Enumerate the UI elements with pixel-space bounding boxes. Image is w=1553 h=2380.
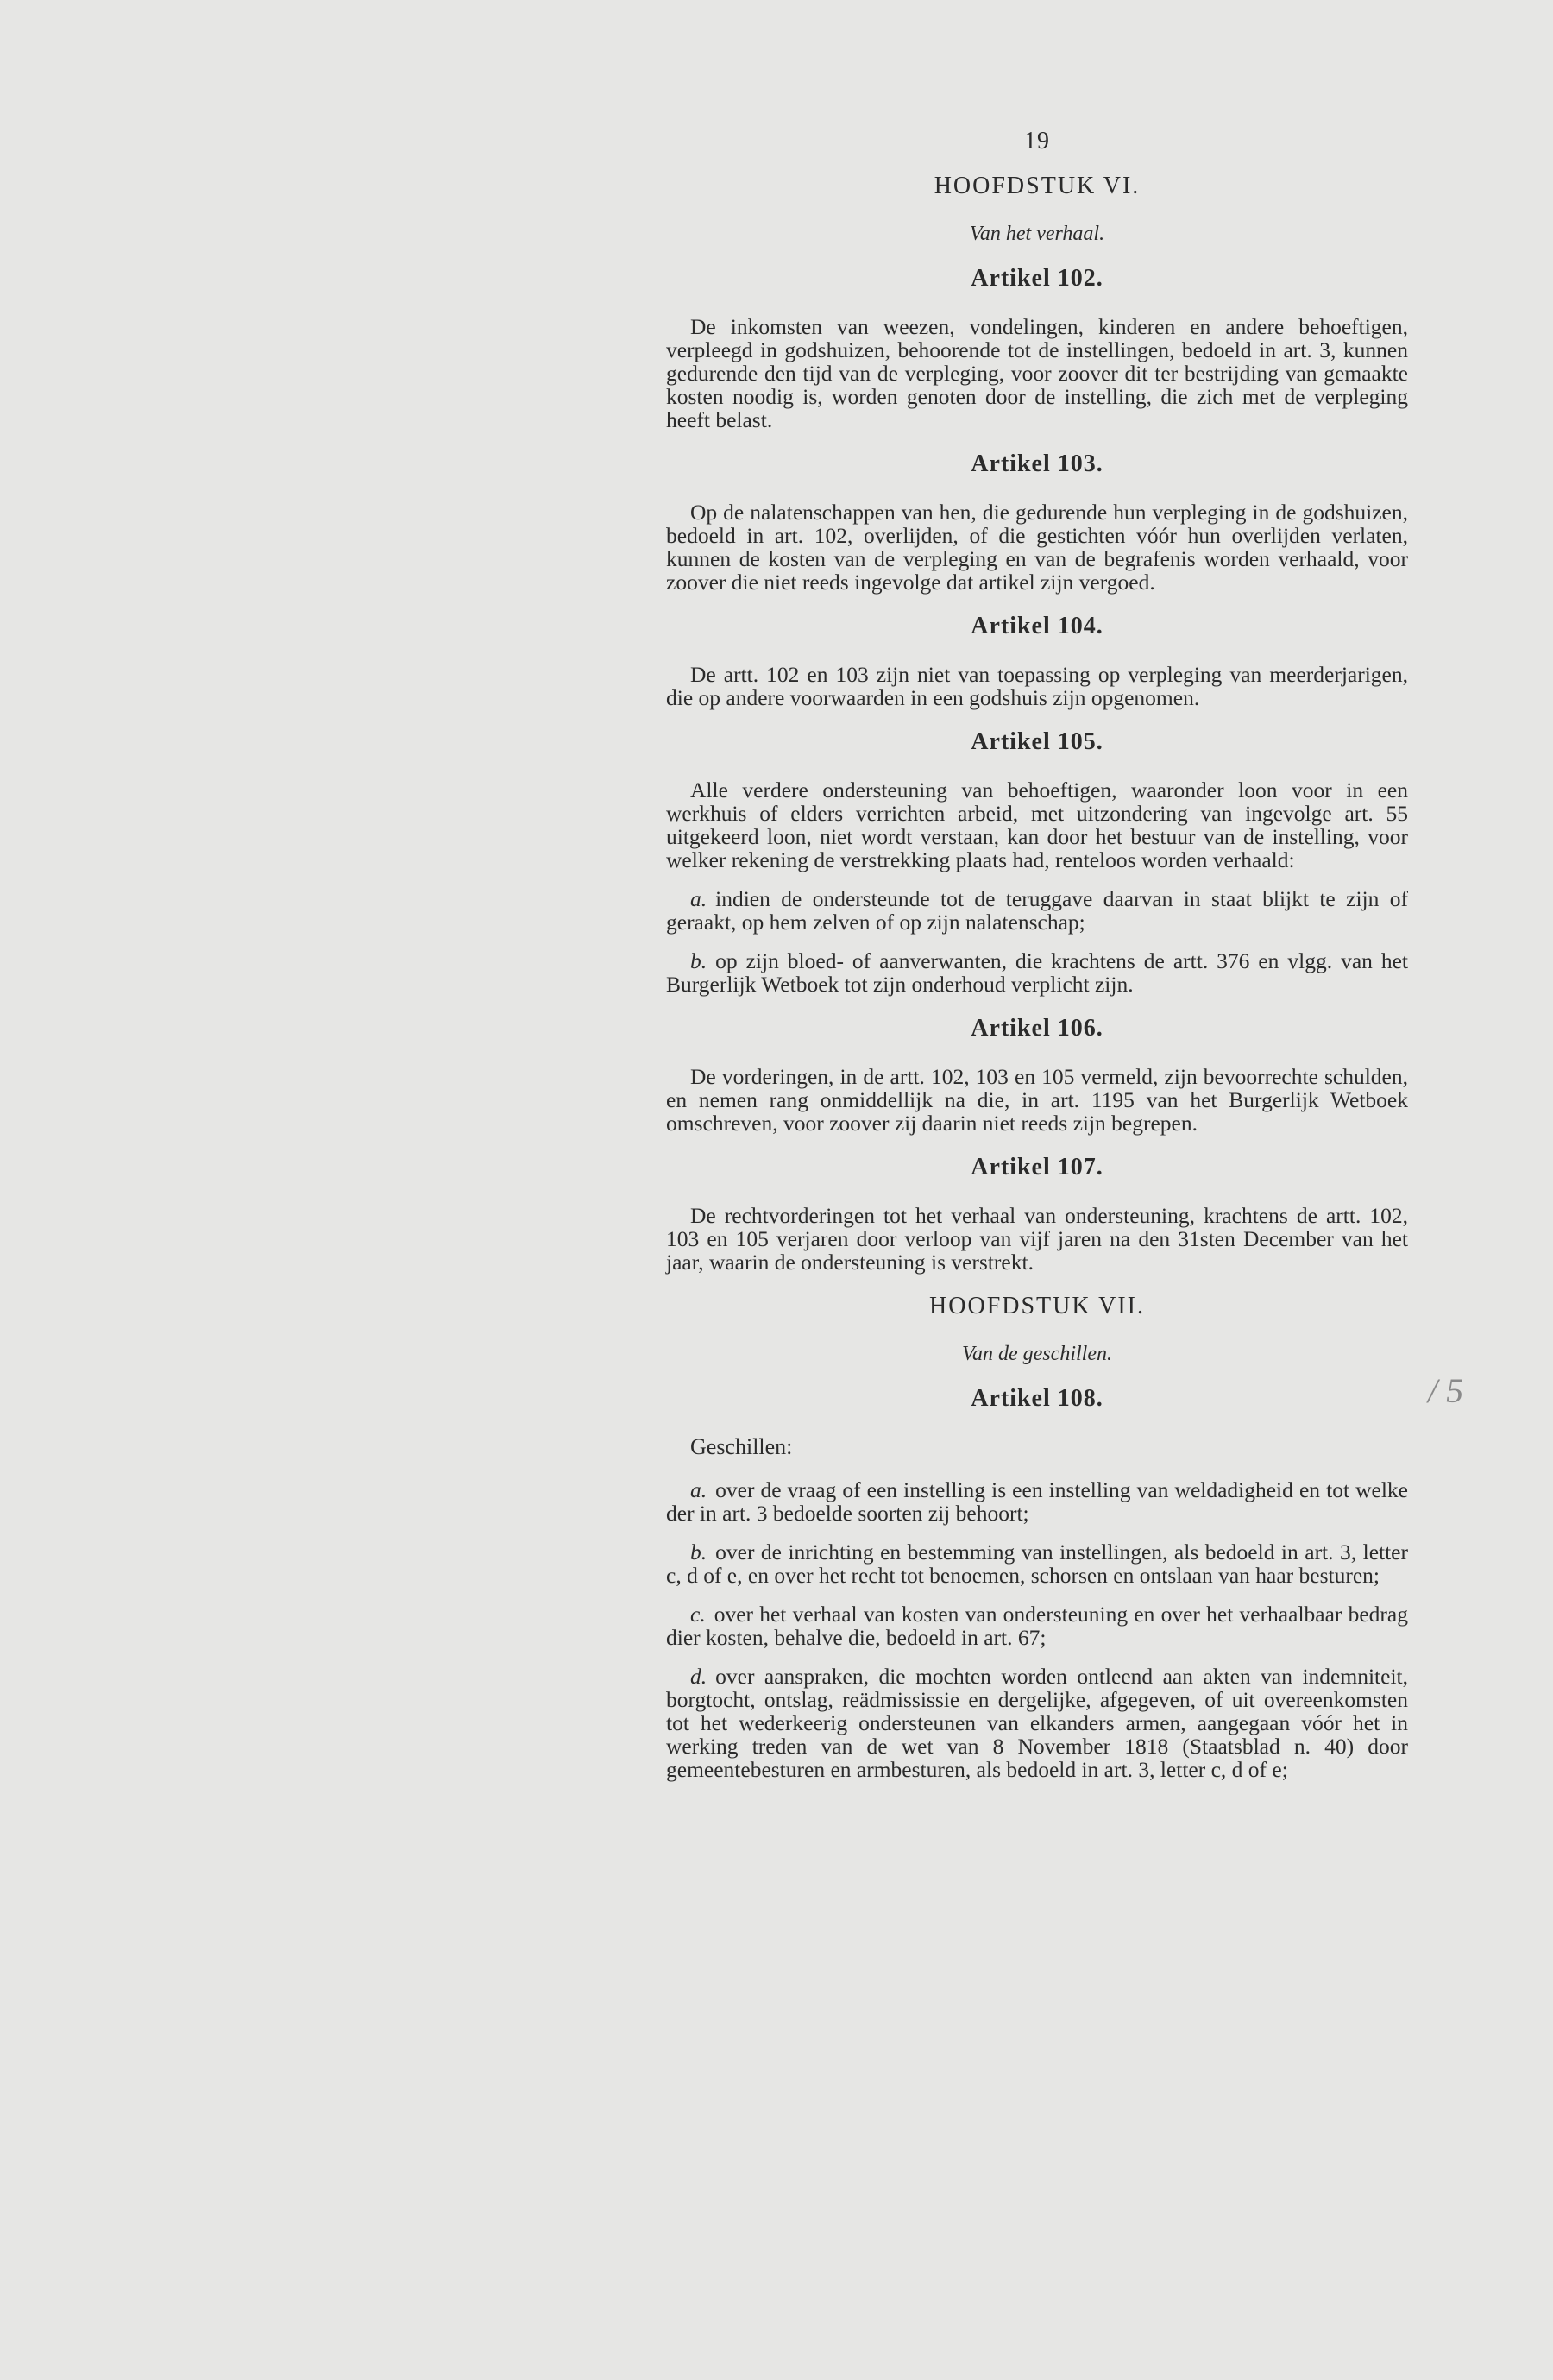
item-text: over de vraag of een instelling is een instelling van weldadigheid en tot welke der in art. 3 bedoelde soorten zij behoort; [666, 1477, 1408, 1526]
article-heading: Artikel 103. [971, 450, 1103, 477]
item-letter: b. [690, 948, 707, 973]
page-number: 19 [1024, 128, 1050, 154]
item-text: over aanspraken, die mochten worden ontleend aan akten van indemniteit, borgtocht, ontslag, reädmississie en dergelijke, afgegeven, of uit overeenkomsten tot het wederkeerig ondersteunen van elkanders armen, aangegaan vóór het in werking treden van de wet van 8 November 1818 (Staatsblad n. 40) door gemeentebesturen en armbesturen, als bedoeld in art. 3, letter c, d of e; [666, 1664, 1408, 1782]
item-letter: b. [690, 1539, 707, 1565]
article-intro: Geschillen: [690, 1434, 793, 1459]
article-106 [666, 1015, 1408, 1135]
chapter-7-title: HOOFDSTUK VII. [929, 1293, 1145, 1319]
article-text: Op de nalatenschappen van hen, die gedurende hun verpleging in de godshuizen, bedoeld in art. 102, overlijden, of die gestichten vóór hun overlijden verlaten, kunnen de kosten van de verpleging en van de begrafenis worden verhaald, voor zoover die niet reeds ingevolge dat artikel zijn vergoed. [666, 500, 1408, 595]
chapter-6-subtitle: Van het verhaal. [969, 223, 1105, 245]
article-heading: Artikel 108. [971, 1385, 1103, 1412]
item-text: indien de ondersteunde tot de teruggave daarvan in staat blijkt te zijn of geraakt, op hem zelven of op zijn nalatenschap; [666, 886, 1408, 935]
article-text: De rechtvorderingen tot het verhaal van ondersteuning, krachtens de artt. 102, 103 en 105 verjaren door verloop van vijf jaren na den 31sten December van het jaar, waarin de ondersteuning is verstrekt. [666, 1203, 1408, 1275]
article-103 [666, 450, 1408, 594]
article-105 [666, 728, 1408, 996]
article-text: De artt. 102 en 103 zijn niet van toepassing op verpleging van meerderjarigen, die op andere voorwaarden in een godshuis zijn opgenomen. [666, 662, 1408, 710]
item-letter: a. [690, 886, 707, 911]
article-heading: Artikel 107. [971, 1154, 1103, 1181]
article-107 [666, 1154, 1408, 1274]
list-item [666, 1602, 1408, 1649]
list-item [666, 1540, 1408, 1587]
article-heading: Artikel 104. [971, 613, 1103, 639]
article-heading: Artikel 106. [971, 1015, 1103, 1042]
item-letter: a. [690, 1477, 707, 1502]
item-text: op zijn bloed- of aanverwanten, die krachtens de artt. 376 en vlgg. van het Burgerlijk Wetboek tot zijn onderhoud verplicht zijn. [666, 948, 1408, 997]
item-text: over het verhaal van kosten van ondersteuning en over het verhaalbaar bedrag dier kosten, behalve die, bedoeld in art. 67; [666, 1602, 1408, 1650]
text-column [666, 128, 1408, 1797]
chapter-7-subtitle: Van de geschillen. [962, 1343, 1112, 1365]
article-heading: Artikel 102. [971, 265, 1103, 292]
list-item [666, 1665, 1408, 1781]
list-item [666, 887, 1408, 934]
article-108 [666, 1385, 1408, 1781]
article-heading: Artikel 105. [971, 728, 1103, 755]
article-text: De vorderingen, in de artt. 102, 103 en 105 vermeld, zijn bevoorrechte schulden, en nemen rang onmiddellijk na die, in art. 1195 van het Burgerlijk Wetboek omschreven, voor zoover zij daarin niet reeds zijn begrepen. [666, 1064, 1408, 1136]
item-text: over de inrichting en bestemming van instellingen, als bedoeld in art. 3, letter c, d of e, en over het recht tot benoemen, schorsen en ontslaan van haar besturen; [666, 1539, 1408, 1588]
article-104 [666, 613, 1408, 709]
list-item [666, 949, 1408, 996]
margin-annotation: / 5 [1428, 1371, 1464, 1410]
list-item [666, 1478, 1408, 1525]
article-102 [666, 265, 1408, 431]
article-text: Alle verdere ondersteuning van behoeftigen, waaronder loon voor in een werkhuis of elders verrichten arbeid, met uitzondering van ingevolge art. 55 uitgekeerd loon, niet wordt verstaan, kan door het bestuur van de instelling, voor welker rekening de verstrekking plaats had, renteloos worden verhaald: [666, 778, 1408, 872]
article-text: De inkomsten van weezen, vondelingen, kinderen en andere behoeftigen, verpleegd in godshuizen, behoorende tot de instellingen, bedoeld in art. 3, kunnen gedurende den tijd van de verpleging, voor zoover dit ter bestrijding van gemaakte kosten noodig is, worden genoten door de instelling, die zich met de verpleging heeft belast. [666, 314, 1408, 432]
item-letter: d. [690, 1664, 707, 1689]
chapter-6-title: HOOFDSTUK VI. [934, 173, 1141, 199]
item-letter: c. [690, 1602, 706, 1627]
